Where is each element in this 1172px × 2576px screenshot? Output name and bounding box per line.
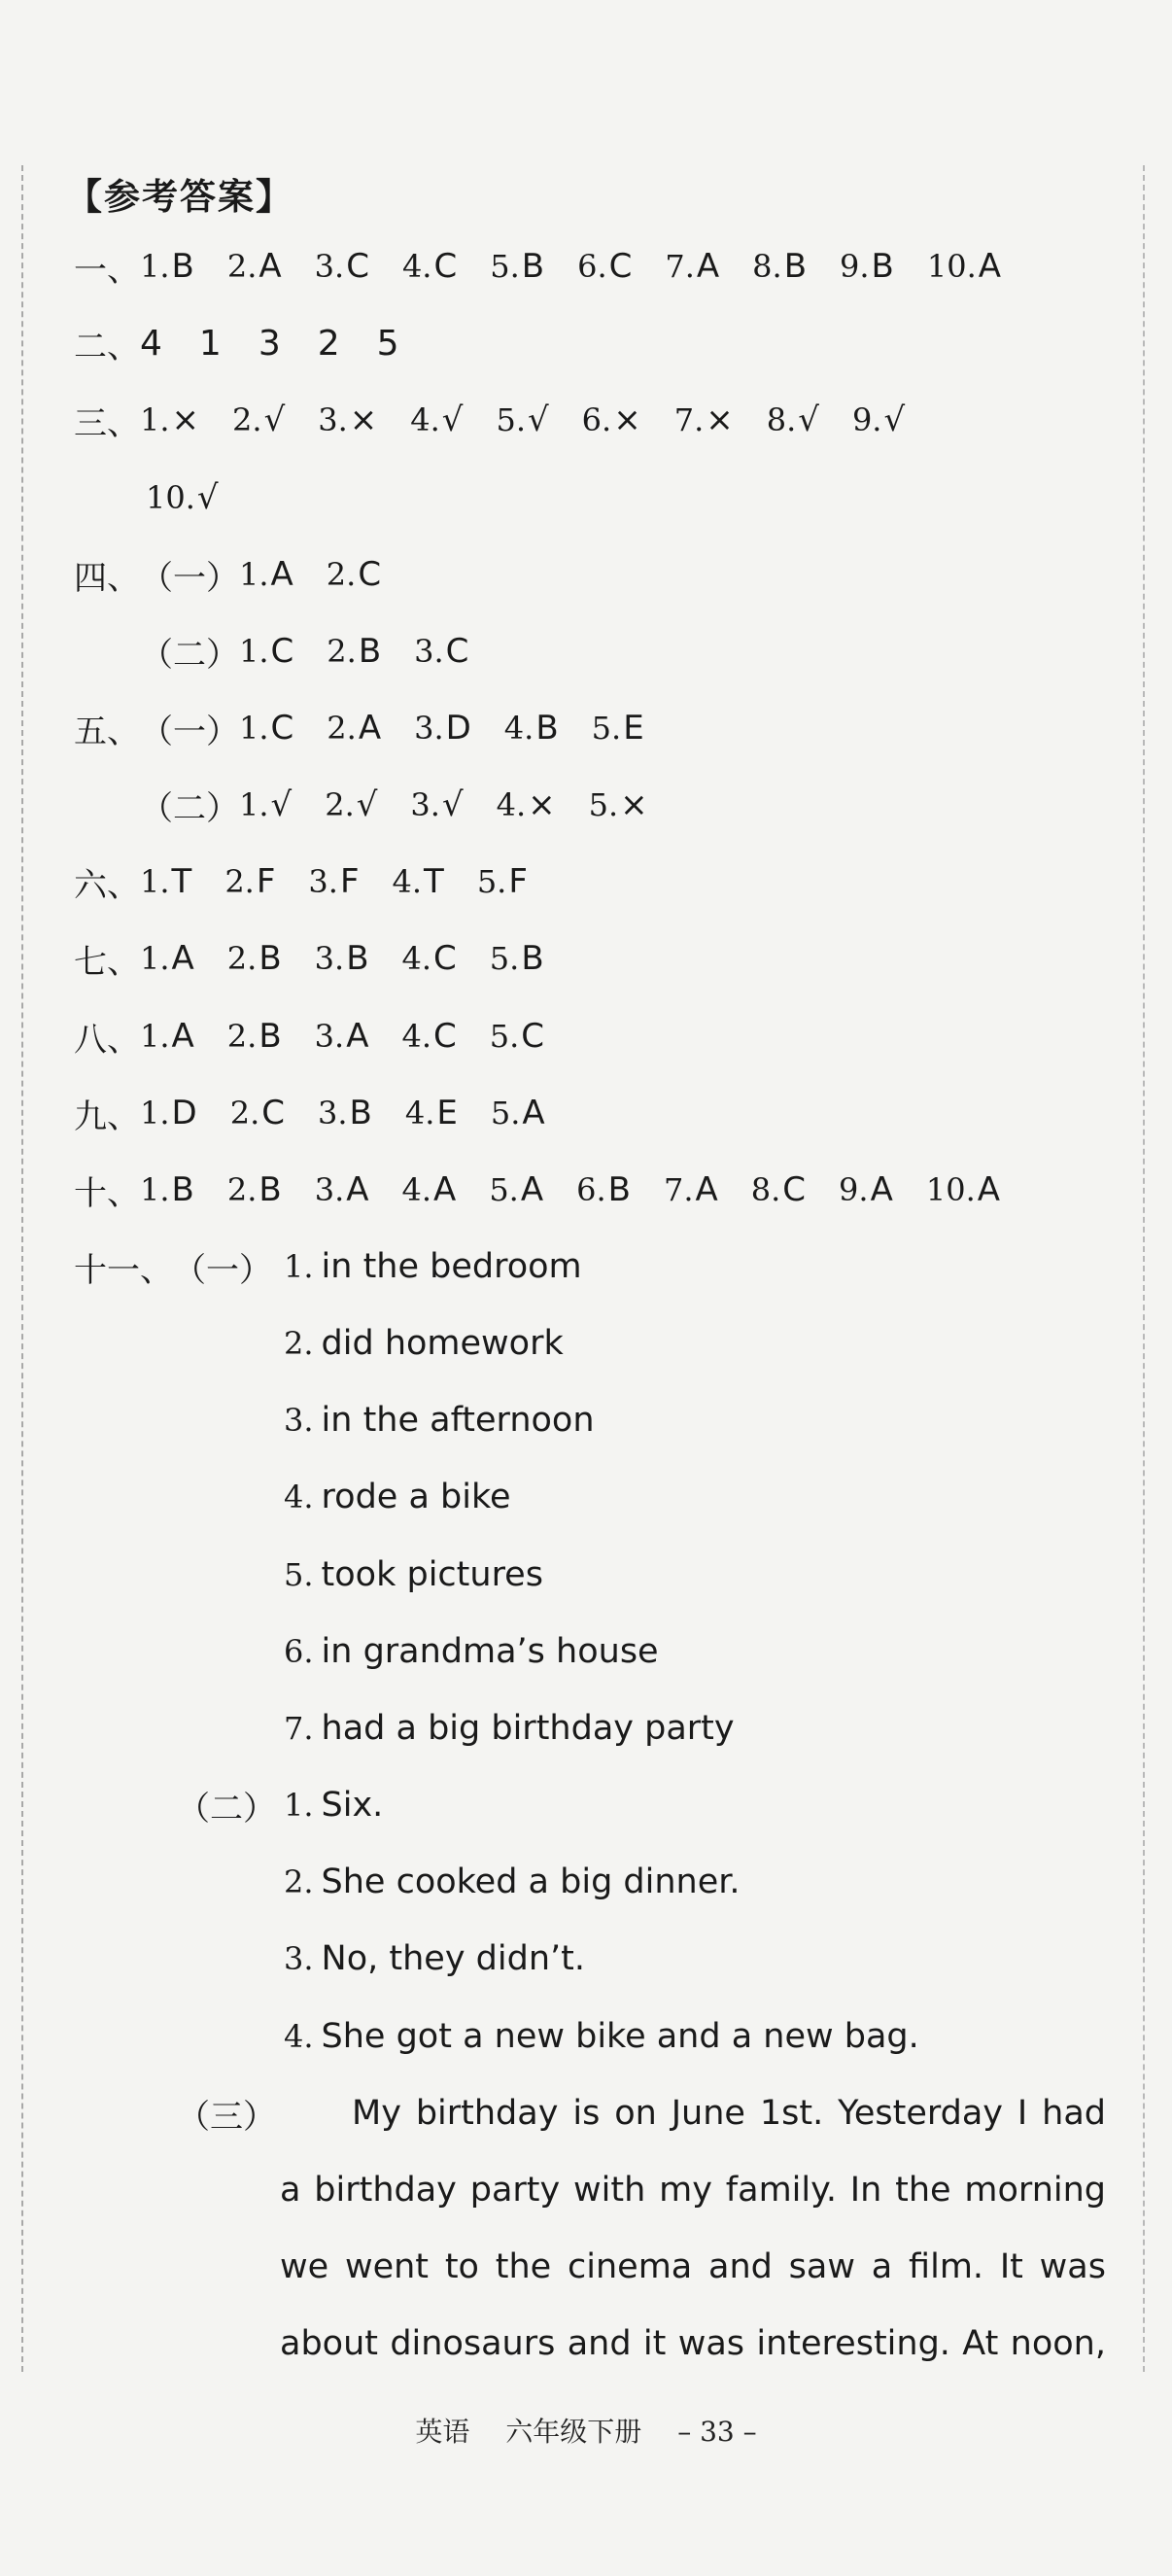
item-answer: had a big birthday party	[321, 1709, 735, 1748]
item-answer: B	[171, 247, 194, 286]
item-number: 4.	[410, 401, 440, 438]
item-number: 8.	[752, 248, 782, 285]
phrase-answer	[284, 1625, 659, 1678]
item-number: 1.	[284, 1248, 314, 1285]
item-answer: D	[171, 1094, 197, 1132]
right-dashed-border	[1143, 165, 1145, 2372]
answer-item	[927, 247, 1001, 286]
section-11-part-3-label-row	[177, 2087, 276, 2140]
item-answer: ×	[706, 400, 734, 439]
answer-item	[665, 247, 719, 286]
item-answer: ×	[620, 785, 648, 824]
phrase-answer	[284, 1549, 543, 1601]
item-number: 1.	[239, 556, 269, 593]
item-number: 3.	[284, 1940, 314, 1977]
item-answer: A	[870, 1170, 893, 1209]
answer-item	[140, 1017, 194, 1056]
answer-item	[840, 247, 894, 286]
item-number: 4.	[392, 863, 423, 900]
item-answer: B	[521, 939, 544, 978]
answer-item	[393, 862, 444, 901]
item-answer: C	[270, 709, 294, 748]
item-answer: C	[261, 1094, 285, 1132]
item-number: 1.	[239, 633, 269, 670]
item-answer: √	[798, 400, 819, 439]
section-8-answers	[140, 1017, 577, 1056]
item-number: 4.	[496, 786, 527, 823]
answer-item	[410, 785, 463, 824]
item-answer: B	[349, 1094, 372, 1132]
order-value: 2	[317, 323, 340, 364]
item-number: 5.	[591, 710, 622, 747]
item-number: 6.	[577, 248, 607, 285]
item-number: 4.	[401, 940, 432, 977]
item-answer: C	[358, 555, 382, 594]
item-answer: C	[433, 939, 457, 978]
item-answer: She got a new bike and a new bag.	[321, 2017, 919, 2056]
item-number: 4.	[503, 710, 534, 747]
item-number: 8.	[750, 1171, 781, 1208]
section-4-row-1	[74, 548, 414, 601]
item-number: 4.	[401, 1018, 431, 1055]
item-answer: A	[695, 1170, 718, 1209]
item-number: 3.	[318, 401, 348, 438]
item-number: 5.	[489, 1018, 520, 1055]
section-11-label: 十一、	[74, 1250, 173, 1290]
section-4-row-2	[140, 625, 501, 678]
item-number: 4.	[401, 248, 432, 285]
item-number: 7.	[284, 1710, 314, 1747]
item-number: 1.	[140, 863, 170, 900]
answer-item	[315, 1170, 369, 1209]
item-answer: T	[424, 862, 444, 901]
item-number: 5.	[490, 1095, 521, 1131]
answer-item	[227, 247, 282, 286]
answer-item	[140, 247, 194, 286]
item-answer: A	[977, 1170, 1000, 1209]
answer-item	[767, 400, 819, 439]
order-value: 5	[376, 323, 399, 364]
section-9-row	[74, 1087, 578, 1139]
order-value: 3	[258, 323, 281, 364]
answer-item	[491, 1094, 545, 1132]
item-answer: B	[607, 1170, 631, 1209]
phrase-answer	[284, 1779, 383, 1831]
item-answer: A	[696, 247, 720, 286]
section-6-label: 六、	[74, 865, 140, 905]
answer-item	[576, 1170, 631, 1209]
item-number: 2.	[325, 786, 355, 823]
section-4-part-2-answers	[239, 632, 501, 671]
answer-item	[327, 709, 381, 748]
item-answer: A	[522, 1094, 545, 1132]
item-number: 8.	[766, 401, 797, 438]
item-answer: B	[535, 709, 559, 748]
order-value: 1	[198, 323, 222, 364]
part-1-label: （一）	[140, 558, 239, 598]
answer-item	[497, 785, 556, 824]
left-dashed-border	[21, 165, 23, 2372]
answer-item	[490, 939, 544, 978]
answer-item	[239, 709, 293, 748]
answer-item	[926, 1170, 1000, 1209]
answer-item	[140, 862, 191, 901]
section-4-part-1-answers	[239, 555, 414, 594]
section-5-row-1	[74, 702, 677, 754]
answer-item	[582, 400, 641, 439]
answer-item	[318, 1094, 372, 1132]
item-number: 1.	[239, 710, 269, 747]
answer-item	[402, 939, 457, 978]
phrase-answer	[284, 1240, 582, 1293]
answer-item	[140, 939, 194, 978]
item-answer: ×	[613, 400, 641, 439]
section-6-row	[74, 855, 561, 908]
footer-page-number: – 33 –	[677, 2416, 757, 2448]
section-4-label: 四、	[74, 558, 140, 598]
item-number: 2.	[327, 710, 357, 747]
answer-item	[224, 862, 275, 901]
item-number: 1.	[140, 1018, 170, 1055]
item-number: 2.	[226, 1171, 258, 1208]
answer-item	[140, 400, 199, 439]
item-number: 2.	[284, 1325, 314, 1362]
answer-item	[490, 247, 544, 286]
item-answer: C	[432, 1017, 457, 1056]
item-number: 7.	[673, 401, 705, 438]
item-number: 10.	[925, 1171, 976, 1208]
item-number: 5.	[489, 940, 520, 977]
item-answer: C	[445, 632, 469, 671]
answer-item	[751, 1170, 806, 1209]
footer-grade: 六年级下册	[505, 2416, 642, 2448]
item-number: 3.	[314, 248, 345, 285]
answer-item	[318, 400, 377, 439]
part-1-label: （一）	[173, 1250, 272, 1290]
answer-key-heading: 【参考答案】	[66, 176, 293, 218]
answer-item	[496, 400, 548, 439]
item-answer: ×	[528, 785, 556, 824]
item-number: 3.	[308, 863, 338, 900]
item-answer: F	[508, 862, 528, 901]
section-5-part-2-answers	[239, 785, 681, 824]
item-number: 2.	[284, 1863, 314, 1900]
essay-line: we went to the cinema and saw a film. It was	[280, 2247, 1106, 2286]
answer-item	[410, 400, 463, 439]
item-answer: √	[441, 400, 464, 439]
item-answer: A	[358, 709, 382, 748]
item-number: 10.	[926, 248, 977, 285]
item-answer: F	[256, 862, 276, 901]
item-answer: B	[358, 632, 382, 671]
phrase-answer	[284, 1471, 511, 1523]
item-number: 1.	[140, 940, 170, 977]
section-10-row	[74, 1164, 1033, 1216]
item-answer: E	[623, 709, 644, 748]
answer-item	[227, 939, 282, 978]
item-answer: √	[883, 400, 906, 439]
part-2-label: （二）	[177, 1789, 276, 1828]
answer-item	[315, 1017, 369, 1056]
section-3-continuation	[146, 471, 252, 524]
item-number: 5.	[489, 1171, 519, 1208]
phrase-answer	[284, 1702, 735, 1755]
item-answer: √	[263, 400, 286, 439]
item-number: 7.	[663, 1171, 694, 1208]
answer-item	[315, 247, 369, 286]
item-number: 7.	[665, 248, 695, 285]
item-number: 9.	[840, 248, 870, 285]
answer-item	[477, 862, 528, 901]
item-answer: in grandma’s house	[321, 1632, 659, 1671]
item-number: 3.	[410, 786, 440, 823]
answer-item	[327, 555, 381, 594]
item-answer: F	[339, 862, 360, 901]
answer-item	[490, 1017, 544, 1056]
item-number: 3.	[314, 1171, 345, 1208]
item-answer: C	[346, 247, 369, 286]
answer-item	[664, 1170, 718, 1209]
item-answer: B	[259, 1017, 282, 1056]
item-number: 9.	[839, 1171, 869, 1208]
item-answer: A	[270, 555, 293, 594]
item-number: 5.	[490, 248, 520, 285]
answer-item	[140, 1170, 194, 1209]
item-answer: A	[520, 1170, 544, 1209]
item-number: 1.	[140, 1095, 170, 1131]
item-answer: A	[346, 1017, 369, 1056]
item-answer: E	[436, 1094, 458, 1132]
item-number: 6.	[576, 1171, 606, 1208]
order-value: 4	[140, 323, 162, 364]
answer-item	[504, 709, 559, 748]
item-answer: B	[171, 1170, 194, 1209]
answer-item	[325, 785, 377, 824]
answer-item	[405, 1094, 458, 1132]
phrase-answer	[284, 1317, 564, 1370]
section-3-answers	[140, 400, 938, 439]
answer-item	[402, 1170, 457, 1209]
part-2-label: （二）	[140, 788, 239, 828]
item-answer: A	[171, 1017, 194, 1056]
item-number: 4.	[404, 1095, 435, 1131]
answer-item	[239, 632, 293, 671]
answer-item	[327, 632, 381, 671]
item-number: 1.	[140, 248, 170, 285]
item-answer: √	[356, 785, 378, 824]
item-number: 3.	[284, 1402, 314, 1439]
item-number: 6.	[284, 1633, 314, 1670]
item-number: 9.	[851, 401, 882, 438]
section-6-answers	[140, 862, 561, 901]
item-answer: ×	[171, 400, 200, 439]
item-number: 3.	[314, 1018, 345, 1055]
section-11-row	[74, 1240, 272, 1293]
item-answer: B	[521, 247, 545, 286]
section-10-label: 十、	[74, 1173, 140, 1213]
item-number: 2.	[226, 248, 258, 285]
section-9-answers	[140, 1094, 578, 1132]
answer-item	[308, 862, 359, 901]
item-number: 1.	[140, 1171, 170, 1208]
answer-item	[414, 709, 471, 748]
item-answer: rode a bike	[321, 1478, 511, 1516]
section-2-row	[74, 317, 436, 369]
section-2-label: 二、	[74, 327, 140, 366]
item-answer: Six.	[321, 1786, 384, 1825]
item-answer: in the afternoon	[321, 1401, 595, 1440]
section-5-part-1-answers	[239, 709, 677, 748]
item-answer: C	[270, 632, 294, 671]
answer-item	[402, 247, 457, 286]
answer-item	[839, 1170, 893, 1209]
item-number: 4.	[401, 1171, 432, 1208]
item-number: 2.	[224, 863, 255, 900]
answer-item	[577, 247, 632, 286]
item-answer: C	[608, 247, 633, 286]
item-answer: B	[783, 247, 808, 286]
answer-item	[852, 400, 905, 439]
item-number: 3.	[314, 940, 345, 977]
item-answer: B	[259, 1170, 282, 1209]
section-9-label: 九、	[74, 1097, 140, 1136]
section-7-answers	[140, 939, 577, 978]
section-1-answers	[140, 247, 1034, 286]
item-answer: A	[978, 247, 1002, 286]
item-answer: √	[441, 785, 464, 824]
section-8-label: 八、	[74, 1020, 140, 1060]
section-8-row	[74, 1010, 577, 1062]
item-number: 5.	[496, 401, 526, 438]
item-number: 3.	[414, 710, 444, 747]
phrase-answer	[284, 2010, 919, 2063]
item-number: 2.	[327, 633, 357, 670]
item-answer: took pictures	[321, 1555, 543, 1594]
phrase-answer	[284, 1856, 741, 1908]
answer-item	[239, 555, 293, 594]
item-answer: did homework	[321, 1324, 564, 1363]
answer-item	[414, 632, 468, 671]
item-answer: No, they didn’t.	[321, 1939, 585, 1978]
item-number: 5.	[284, 1556, 314, 1593]
item-number: 4.	[284, 2018, 314, 2055]
section-10-answers	[140, 1170, 1033, 1209]
answer-item	[230, 1094, 285, 1132]
item-number: 2.	[226, 940, 258, 977]
essay-line: My birthday is on June 1st. Yesterday I had	[352, 2094, 1106, 2133]
item-answer: B	[346, 939, 369, 978]
item-answer: √	[528, 400, 549, 439]
item-answer: A	[346, 1170, 369, 1209]
part-3-label: （三）	[177, 2097, 276, 2137]
item-number: 3.	[318, 1095, 348, 1131]
item-number: 10.	[146, 479, 195, 516]
answer-item	[592, 709, 644, 748]
answer-item	[752, 247, 807, 286]
item-number: 2.	[226, 1018, 258, 1055]
section-7-row	[74, 932, 577, 985]
item-answer: C	[521, 1017, 545, 1056]
answer-item	[227, 1017, 282, 1056]
item-number: 2.	[232, 401, 262, 438]
section-1-label: 一、	[74, 250, 140, 290]
item-number: 1.	[239, 786, 269, 823]
phrase-answer	[284, 1932, 585, 1985]
item-answer: A	[171, 939, 194, 978]
answer-item	[146, 478, 219, 517]
item-number: 2.	[229, 1095, 260, 1131]
item-answer: T	[171, 862, 192, 901]
answer-item	[401, 1017, 456, 1056]
item-answer: √	[196, 478, 219, 517]
section-11-part-2-label-row	[177, 1779, 276, 1831]
item-answer: D	[445, 709, 471, 748]
part-1-label: （一）	[140, 712, 239, 751]
section-2-answers	[140, 324, 436, 364]
item-answer: She cooked a big dinner.	[321, 1862, 741, 1901]
essay-line: about dinosaurs and it was interesting. At noon,	[280, 2324, 1106, 2363]
section-3-label: 三、	[74, 403, 140, 443]
answer-item	[315, 939, 369, 978]
item-number: 4.	[284, 1479, 314, 1515]
phrase-answer	[284, 1394, 595, 1446]
item-answer: A	[259, 247, 282, 286]
page-footer	[0, 2411, 1172, 2450]
answer-item	[674, 400, 734, 439]
item-number: 6.	[581, 401, 612, 438]
item-answer: A	[433, 1170, 457, 1209]
answer-item	[140, 1094, 197, 1132]
item-answer: C	[782, 1170, 807, 1209]
item-number: 1.	[284, 1787, 314, 1824]
section-7-label: 七、	[74, 942, 140, 982]
answer-item	[489, 1170, 543, 1209]
answer-item	[227, 1170, 282, 1209]
essay-line: a birthday party with my family. In the morning	[280, 2171, 1106, 2210]
section-5-row-2	[140, 779, 681, 831]
item-number: 3.	[414, 633, 444, 670]
section-5-label: 五、	[74, 712, 140, 751]
item-answer: √	[270, 785, 293, 824]
item-number: 5.	[588, 786, 619, 823]
section-1-row	[74, 240, 1034, 293]
item-number: 5.	[476, 863, 507, 900]
section-3-row	[74, 394, 938, 446]
item-answer: C	[433, 247, 458, 286]
answer-item	[589, 785, 648, 824]
item-answer: B	[871, 247, 894, 286]
item-answer: ×	[349, 400, 378, 439]
footer-subject: 英语	[415, 2416, 470, 2448]
item-answer: B	[259, 939, 282, 978]
part-2-label: （二）	[140, 635, 239, 675]
item-number: 2.	[326, 556, 357, 593]
answer-item	[232, 400, 285, 439]
answer-item	[239, 785, 292, 824]
item-answer: in the bedroom	[321, 1247, 582, 1286]
item-number: 1.	[140, 401, 170, 438]
